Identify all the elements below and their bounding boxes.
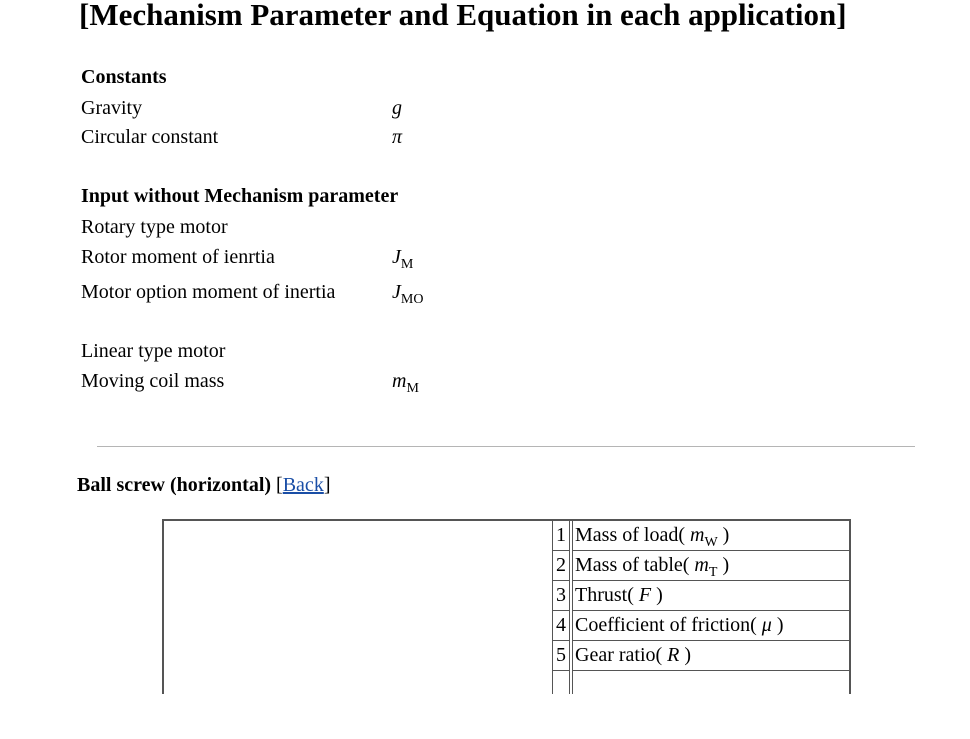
input-params-heading-label: Input without Mechanism parameter [81, 185, 399, 207]
row-number-empty [553, 671, 570, 694]
parameter-cell-empty [573, 671, 851, 694]
param-label: Rotor moment of ienrtia [81, 246, 275, 268]
application-table [162, 519, 851, 694]
param-label: Moving coil mass [81, 370, 225, 392]
constant-label: Gravity [81, 97, 143, 119]
parameter-cell: Gear ratio( R ) [573, 641, 851, 671]
constant-symbol: g [392, 97, 402, 119]
constants-heading-label: Constants [81, 66, 167, 88]
row-number: 4 [553, 611, 570, 641]
mechanism-image-cell [164, 521, 553, 694]
back-link[interactable]: Back [282, 474, 324, 496]
back-close-bracket: ] [323, 474, 331, 496]
constant-label: Circular constant [81, 126, 219, 148]
section-divider [97, 446, 915, 447]
param-symbol: $J_{MO}$ [392, 281, 424, 307]
back-open-bracket: [ [276, 474, 283, 496]
linear-heading: Linear type motor [81, 340, 226, 362]
parameter-cell: Coefficient of friction( μ ) [573, 611, 851, 641]
parameter-cell: Mass of load( $m_W$ ) [573, 521, 851, 551]
param-symbol: $J_M$ [392, 246, 414, 272]
parameter-cell: Thrust( F ) [573, 581, 851, 611]
row-number: 2 [553, 551, 570, 581]
row-number: 3 [553, 581, 570, 611]
rotary-heading: Rotary type motor [81, 216, 228, 238]
section-title-text: Ball screw (horizontal) [77, 474, 272, 496]
param-symbol: $m_M$ [392, 370, 419, 396]
page-title: [Mechanism Parameter and Equation in each application] [79, 0, 847, 32]
row-number: 1 [553, 521, 570, 551]
constant-symbol: π [392, 126, 403, 148]
param-label: Motor option moment of inertia [81, 281, 336, 303]
parameter-cell: Mass of table( $m_T$ ) [573, 551, 851, 581]
section-title [77, 472, 330, 498]
row-number: 5 [553, 641, 570, 671]
row-number-column [553, 521, 570, 694]
parameter-description-column [572, 521, 851, 694]
